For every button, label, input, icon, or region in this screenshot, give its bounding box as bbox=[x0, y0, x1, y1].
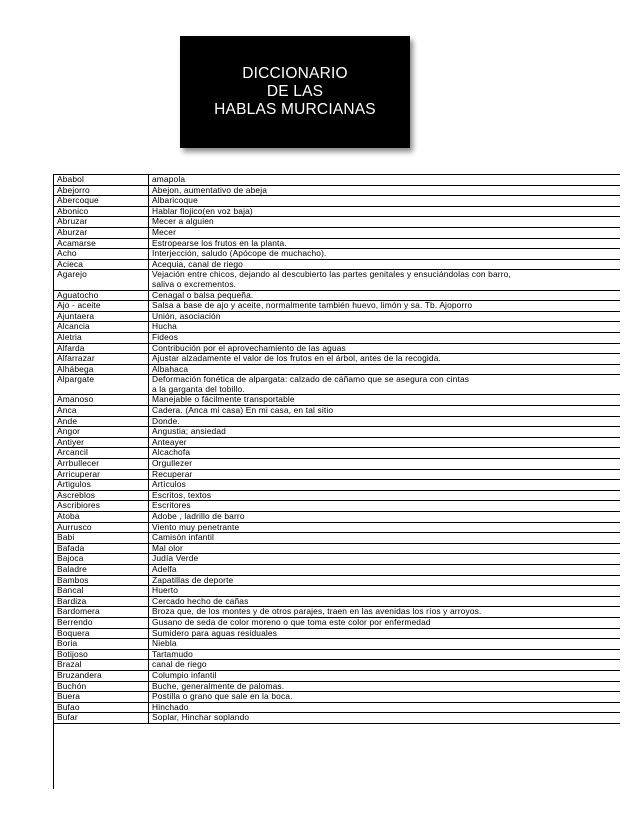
table-row bbox=[54, 618, 620, 629]
entry-term: Aguatocho bbox=[54, 291, 149, 301]
entry-definition: Vejación entre chicos, dejando al descubierto las partes genitales y ensuciándolas con barro, saliva o excrementos. bbox=[152, 269, 511, 289]
table-row bbox=[54, 639, 620, 650]
entry-definition: Donde. bbox=[152, 415, 180, 426]
entry-definition: Postilla o grano que sale en la boca. bbox=[152, 691, 293, 702]
table-row bbox=[54, 217, 620, 228]
entry-term: Artigulos bbox=[54, 480, 149, 490]
entry-definition: Camisón infantil bbox=[152, 532, 214, 543]
entry-term: Bafada bbox=[54, 544, 149, 554]
entry-definition: Salsa a base de ajo y aceite, normalmente también huevo, limón y sa. Tb. Ajoporro bbox=[152, 300, 473, 311]
entry-term: Ababol bbox=[54, 175, 149, 185]
table-row bbox=[54, 438, 620, 449]
entry-term: Alhábega bbox=[54, 365, 149, 375]
table-row bbox=[54, 270, 620, 290]
entry-term: Baladre bbox=[54, 565, 149, 575]
entry-term: Boria bbox=[54, 639, 149, 649]
table-row bbox=[54, 554, 620, 565]
entry-term: Acieca bbox=[54, 260, 149, 270]
entry-definition: Acequia, canal de riego bbox=[152, 258, 243, 269]
entry-definition: Hablar flojico(en voz baja) bbox=[152, 205, 253, 216]
entry-term: Bajoca bbox=[54, 554, 149, 564]
table-row bbox=[54, 417, 620, 428]
entry-definition: Adelfa bbox=[152, 563, 177, 574]
entry-term: Amanoso bbox=[54, 395, 149, 405]
table-row bbox=[54, 375, 620, 395]
entry-definition: Adobe , ladrillo de barro bbox=[152, 511, 245, 521]
entry-definition: Niebla bbox=[152, 638, 177, 649]
entry-definition: Mal olor bbox=[152, 542, 183, 553]
table-row bbox=[54, 523, 620, 534]
entry-definition: Soplar, Hinchar soplando bbox=[152, 712, 250, 723]
entry-term: Aletria bbox=[54, 333, 149, 343]
table-row bbox=[54, 703, 620, 714]
table-row bbox=[54, 186, 620, 197]
entry-definition: Huerto bbox=[152, 585, 179, 596]
entry-definition: Sumidero para aguas residuales bbox=[152, 627, 278, 638]
table-row bbox=[54, 459, 620, 470]
table-row bbox=[54, 333, 620, 344]
table-row bbox=[54, 565, 620, 576]
entry-term: Aurrusco bbox=[54, 523, 149, 533]
table-row bbox=[54, 586, 620, 597]
title-line-2: DE LAS bbox=[266, 83, 324, 100]
entry-definition: Cenagal o balsa pequeña. bbox=[152, 289, 254, 300]
title-line-1: DICCIONARIO bbox=[242, 65, 348, 82]
table-row bbox=[54, 301, 620, 312]
entry-definition: Hinchado bbox=[152, 701, 189, 712]
entry-term: Brazal bbox=[54, 660, 149, 670]
table-row bbox=[54, 512, 620, 523]
entry-term: Alfarda bbox=[54, 344, 149, 354]
entry-term: Arrbullecer bbox=[54, 459, 149, 469]
entry-definition: Orgullezer bbox=[152, 458, 193, 469]
table-row bbox=[54, 713, 620, 724]
entry-term: Bardomera bbox=[54, 607, 149, 617]
entry-term: Boquera bbox=[54, 629, 149, 639]
entry-definition: Escritos, textos bbox=[152, 489, 212, 500]
dictionary-table bbox=[53, 174, 620, 789]
entry-definition: Columpio infantil bbox=[152, 669, 217, 680]
entry-term: Buchón bbox=[54, 682, 149, 692]
entry-definition: Contribución por el aprovechamiento de las aguas bbox=[152, 342, 346, 353]
table-row bbox=[54, 501, 620, 512]
entry-definition: Zapatillas de deporte bbox=[152, 574, 234, 585]
title-line-3: HABLAS MURCIANAS bbox=[214, 101, 376, 118]
entry-term: Arricuperar bbox=[54, 470, 149, 480]
entry-term: Acamarse bbox=[54, 239, 149, 249]
entry-definition: Cadera. (Anca mi casa) En mi casa, en tal sitio bbox=[152, 405, 334, 416]
entry-definition: Judía Verde bbox=[152, 553, 199, 564]
entry-definition: Tartamudo bbox=[152, 648, 193, 659]
table-row bbox=[54, 692, 620, 703]
entry-definition: Ajustar alzadamente el valor de los frutos en el árbol, antes de la recogida. bbox=[152, 353, 442, 364]
entry-definition: Mecer a alguien bbox=[152, 216, 214, 227]
entry-definition: Fideos bbox=[152, 331, 179, 342]
entry-term: Berrendo bbox=[54, 618, 149, 628]
entry-definition: Albaricoque bbox=[152, 195, 198, 206]
table-row bbox=[54, 207, 620, 218]
entry-definition: canal de riego bbox=[152, 659, 207, 670]
table-row bbox=[54, 395, 620, 406]
entry-term: Buera bbox=[54, 692, 149, 702]
entry-term: Bambos bbox=[54, 576, 149, 586]
entry-term: Ajuntaera bbox=[54, 312, 149, 322]
table-row bbox=[54, 576, 620, 587]
entry-term: Abercoque bbox=[54, 196, 149, 206]
entry-term: Babi bbox=[54, 533, 149, 543]
entry-term: Ande bbox=[54, 417, 149, 427]
table-row bbox=[54, 650, 620, 661]
table-row bbox=[54, 249, 620, 260]
table-row bbox=[54, 239, 620, 250]
entry-term: Acho bbox=[54, 249, 149, 259]
entry-definition: Abejon, aumentativo de abeja bbox=[152, 184, 268, 195]
table-row bbox=[54, 533, 620, 544]
entry-term: Ajo - aceite bbox=[54, 301, 149, 311]
entry-term: Abonico bbox=[54, 207, 149, 217]
entry-definition: Alcachofa bbox=[152, 447, 191, 458]
entry-term: Ascribiores bbox=[54, 501, 149, 511]
table-row bbox=[54, 354, 620, 365]
entry-definition: Buche, generalmente de palomas. bbox=[152, 680, 285, 691]
table-row bbox=[54, 196, 620, 207]
table-row bbox=[54, 544, 620, 555]
entry-definition: Mecer bbox=[152, 226, 177, 237]
table-row bbox=[54, 228, 620, 239]
table-row bbox=[54, 480, 620, 491]
entry-term: Anca bbox=[54, 406, 149, 416]
table-row bbox=[54, 312, 620, 323]
table-row bbox=[54, 322, 620, 333]
entry-term: Ascreblos bbox=[54, 491, 149, 501]
entry-definition: Anteayer bbox=[152, 436, 187, 447]
entry-term: Atoba bbox=[54, 512, 149, 522]
entry-term: Alfarrazar bbox=[54, 354, 149, 364]
table-row bbox=[54, 406, 620, 417]
entry-term: Bufao bbox=[54, 703, 149, 713]
table-row bbox=[54, 660, 620, 671]
entry-term: Abejorro bbox=[54, 186, 149, 196]
entry-definition: Deformación fonética de alpargata: calzado de cáñamo que se asegura con cintas a la garganta del tobillo. bbox=[152, 374, 470, 394]
entry-term: Bufar bbox=[54, 713, 149, 723]
entry-term: Abruzar bbox=[54, 217, 149, 227]
entry-term: Bardiza bbox=[54, 597, 149, 607]
entry-term: Aburzar bbox=[54, 228, 149, 238]
entry-definition: amapola bbox=[152, 174, 186, 184]
entry-definition: Unión, asociación bbox=[152, 310, 221, 321]
table-row bbox=[54, 671, 620, 682]
table-row bbox=[54, 427, 620, 438]
entry-definition: Recuperar bbox=[152, 468, 193, 479]
entry-definition: Escritores bbox=[152, 500, 191, 511]
entry-term: Alcancia bbox=[54, 322, 149, 332]
entry-definition: Artículos bbox=[152, 479, 186, 490]
entry-definition: Interjección, saludo (Apócope de muchacho). bbox=[152, 248, 327, 259]
entry-definition: Gusano de seda de color moreno o que toma este color por enfermedad bbox=[152, 616, 431, 627]
entry-term: Angor bbox=[54, 427, 149, 437]
entry-term: Bruzandera bbox=[54, 671, 149, 681]
entry-definition: Manejable o fácilmente transportable bbox=[152, 394, 295, 405]
entry-term: Arcancil bbox=[54, 448, 149, 458]
entry-term: Alpargate bbox=[54, 375, 149, 394]
table-row bbox=[54, 682, 620, 693]
entry-definition: Hucha bbox=[152, 321, 177, 332]
entry-definition: Viento muy penetrante bbox=[152, 521, 240, 532]
entry-term: Antiyer bbox=[54, 438, 149, 448]
table-row bbox=[54, 629, 620, 640]
table-row bbox=[54, 448, 620, 459]
entry-definition: Cercado hecho de cañas bbox=[152, 595, 249, 606]
entry-definition: Albahaca bbox=[152, 363, 189, 374]
entry-definition: Estropearse los frutos en la planta. bbox=[152, 237, 287, 248]
table-row bbox=[54, 491, 620, 502]
table-row bbox=[54, 175, 620, 186]
entry-definition: Broza que, de los montes y de otros parajes, traen en las avenidas los ríos y arroyos. bbox=[152, 606, 482, 617]
document-title bbox=[180, 36, 410, 148]
entry-term: Agarejo bbox=[54, 270, 149, 289]
entry-definition: Angustia; ansiedad bbox=[152, 426, 226, 437]
entry-term: Bancal bbox=[54, 586, 149, 596]
entry-term: Botijoso bbox=[54, 650, 149, 660]
table-row bbox=[54, 470, 620, 481]
